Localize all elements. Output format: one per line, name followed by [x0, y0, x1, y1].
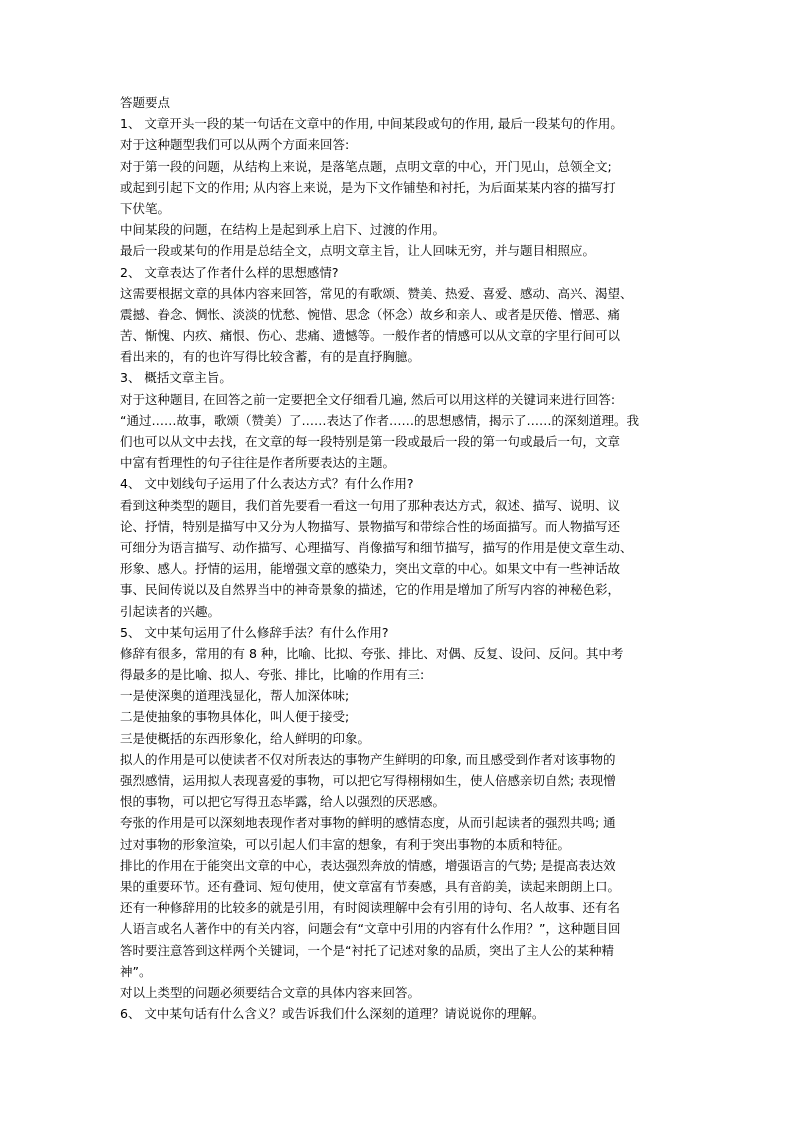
paragraph-line: 这需要根据文章的具体内容来回答，常见的有歌颂、赞美、热爱、喜爱、感动、高兴、渴望、: [120, 285, 633, 301]
paragraph-line: 对于这种题目, 在回答之前一定要把全文仔细看几遍, 然后可以用这样的关键词来进行回答:: [120, 391, 616, 407]
paragraph-line: 看出来的，有的也许写得比较含蓄，有的是直抒胸臆。: [120, 349, 421, 365]
paragraph-line: 可细分为语言描写、动作描写、心理描写、肖像描写和细节描写，描写的作用是使文章生动、: [120, 539, 633, 555]
paragraph-line: 强烈感情，运用拟人表现喜爱的事物，可以把它写得栩栩如生，使人倍感亲切自然; 表现憎: [120, 773, 616, 788]
point-6-title: 6、 文中某句话有什么含义？或告诉我们什么深刻的道理？请说说你的理解。: [120, 1006, 545, 1022]
point-5-title: 5、 文中某句运用了什么修辞手法？有什么作用?: [120, 624, 389, 640]
paragraph-line: 修辞有很多，常用的有 8 种，比喻、比拟、夸张、排比、对偶、反复、设问、反问。其中考: [120, 645, 624, 661]
paragraph-line: 中富有哲理性的句子往往是作者所要表达的主题。: [120, 455, 396, 471]
paragraph-line: 或起到引起下文的作用; 从内容上来说，是为下文作铺垫和衬托，为后面某某内容的描写打: [120, 179, 616, 195]
paragraph-line: 论、抒情，特别是描写中又分为人物描写、景物描写和带综合性的场面描写。而人物描写还: [120, 518, 621, 534]
paragraph-line: 果的重要环节。还有叠词、短句使用，使文章富有节奏感，具有音韵美，读起来朗朗上口。: [120, 878, 621, 894]
paragraph-line: 一是使深奥的道理浅显化，帮人加深体味;: [120, 688, 350, 704]
paragraph-line: 下伏笔。: [120, 200, 171, 216]
point-4-title: 4、 文中划线句子运用了什么表达方式？有什么作用?: [120, 476, 414, 492]
paragraph-line: 恨的事物，可以把它写得丑态毕露，给人以强烈的厌恶感。: [120, 794, 446, 810]
paragraph-line: 还有一种修辞用的比较多的就是引用，有时阅读理解中会有引用的诗句、名人故事、还有名: [120, 900, 621, 916]
paragraph-line: 震撼、眷念、惆怅、淡淡的忧愁、惋惜、思念（怀念）故乡和亲人、或者是厌倦、憎恶、痛: [120, 306, 621, 322]
document-page: [120, 92, 676, 1024]
point-1-title: 1、 文章开头一段的某一句话在文章中的作用, 中间某段或句的作用, 最后一段某句的作用。: [120, 116, 623, 132]
paragraph-line: 对于第一段的问题，从结构上来说，是落笔点题，点明文章的中心，开门见山，总领全文;: [120, 158, 612, 174]
heading-answer-points: 答题要点: [120, 95, 171, 110]
paragraph-line: “通过……故事，歌颂（赞美）了……表达了作者……的思想感情，揭示了……的深刻道理。我: [120, 412, 639, 428]
paragraph-line: 夸张的作用是可以深刻地表现作者对事物的鲜明的感情态度，从而引起读者的强烈共鸣; 通: [120, 815, 616, 831]
paragraph-line: 事、民间传说以及自然界当中的神奇景象的描述，它的作用是增加了所写内容的神秘色彩，: [120, 582, 621, 598]
paragraph-line: 对以上类型的问题必须要结合文章的具体内容来回答。: [120, 984, 421, 1000]
paragraph-line: 三是使概括的东西形象化，给人鲜明的印象。: [120, 730, 371, 746]
paragraph-line: 引起读者的兴趣。: [120, 603, 221, 619]
paragraph-line: 过对事物的形象渲染，可以引起人们丰富的想象，有利于突出事物的本质和特征。: [120, 836, 571, 852]
paragraph-line: 得最多的是比喻、拟人、夸张、排比，比喻的作用有三:: [120, 667, 425, 683]
paragraph-line: 答时要注意答到这样两个关键词，一个是“衬托了记述对象的品质，突出了主人公的某种精: [120, 942, 614, 958]
point-3-title: 3、 概括文章主旨。: [120, 370, 232, 386]
paragraph-line: 看到这种类型的题目，我们首先要看一看这一句用了那种表达方式，叙述、描写、说明、议: [120, 497, 621, 513]
paragraph-line: 人语言或名人著作中的有关内容，问题会有“文章中引用的内容有什么作用？”，这种题目回: [120, 921, 621, 937]
paragraph-line: 神”。: [120, 963, 152, 979]
paragraph-line: 排比的作用在于能突出文章的中心，表达强烈奔放的情感，增强语言的气势; 是提高表达效: [120, 857, 616, 873]
paragraph-line: 苦、惭愧、内疚、痛恨、伤心、悲痛、遗憾等。一般作者的情感可以从文章的字里行间可以: [120, 328, 621, 344]
paragraph-line: 二是使抽象的事物具体化，叫人便于接受;: [120, 709, 350, 725]
paragraph-line: 中间某段的问题，在结构上是起到承上启下、过渡的作用。: [120, 222, 446, 238]
paragraph-line: 最后一段或某句的作用是总结全文，点明文章主旨，让人回味无穷，并与题目相照应。: [120, 243, 596, 259]
paragraph-line: 形象、感人。抒情的运用，能增强文章的感染力，突出文章的中心。如果文中有一些神话故: [120, 561, 621, 577]
paragraph-line: 对于这种题型我们可以从两个方面来回答:: [120, 137, 350, 153]
point-2-title: 2、 文章表达了作者什么样的思想感情?: [120, 264, 339, 280]
paragraph-line: 们也可以从文中去找，在文章的每一段特别是第一段或最后一段的第一句或最后一句，文章: [120, 434, 621, 449]
paragraph-line: 拟人的作用是可以使读者不仅对所表达的事物产生鲜明的印象, 而且感受到作者对该事物的: [120, 751, 616, 767]
